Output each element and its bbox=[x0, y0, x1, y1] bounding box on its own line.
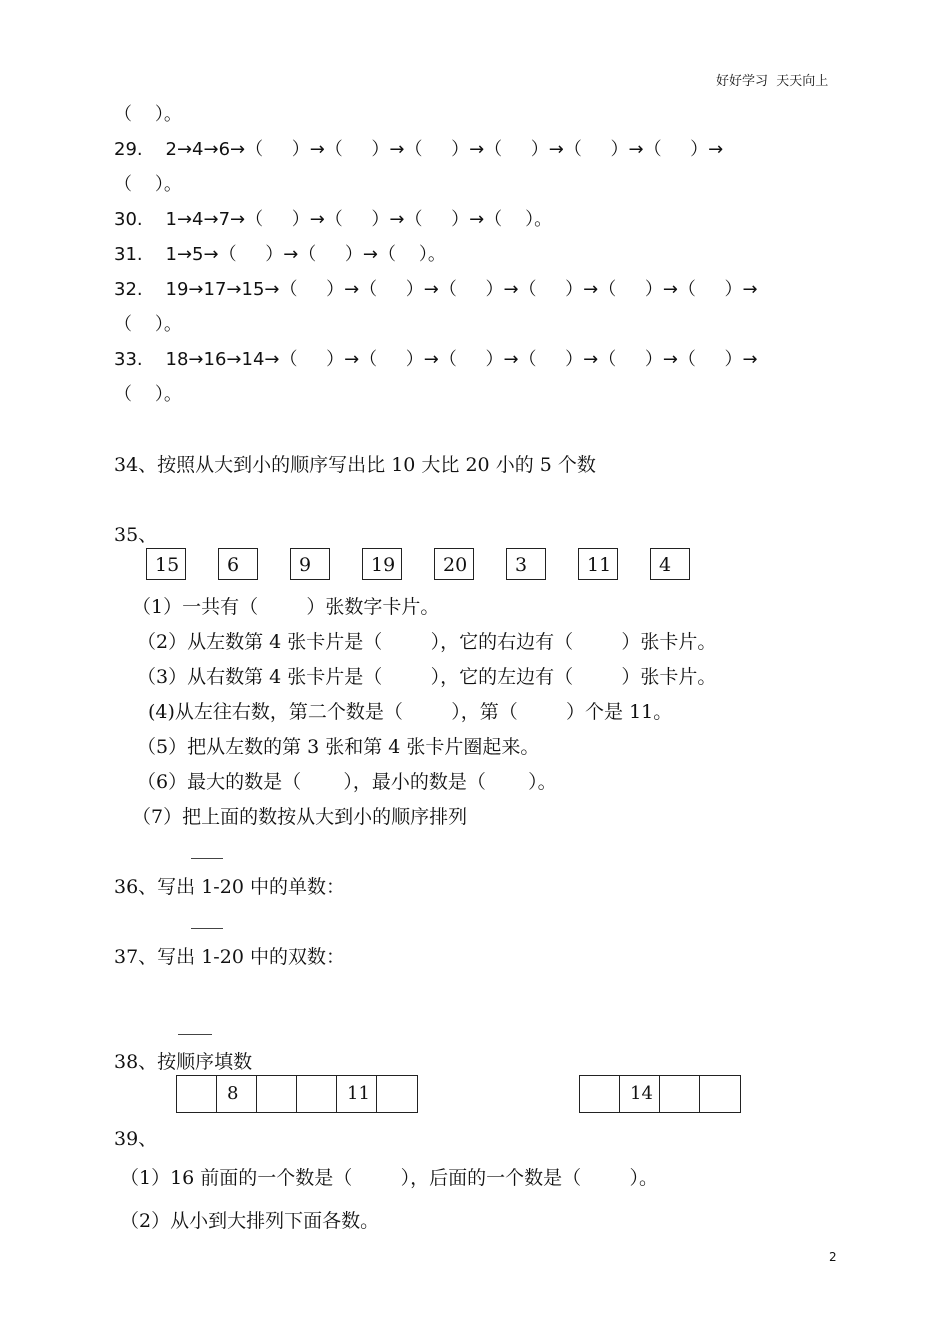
grid-cell[interactable] bbox=[297, 1076, 337, 1112]
question-33-cont: （ ）。 bbox=[114, 384, 182, 405]
question-35-title: 35、 bbox=[114, 524, 158, 546]
answer-line bbox=[178, 1034, 212, 1035]
number-card: 15 bbox=[146, 548, 186, 580]
answer-line bbox=[191, 928, 223, 929]
number-card: 19 bbox=[362, 548, 402, 580]
question-32-cont: （ ）。 bbox=[114, 314, 182, 335]
question-29: 29. 2→4→6→（ ）→（ ）→（ ）→（ ）→（ ）→（ ）→ bbox=[114, 139, 724, 160]
number-card: 4 bbox=[650, 548, 690, 580]
grid-cell: 11 bbox=[337, 1076, 377, 1112]
question-38-title: 38、按顺序填数 bbox=[114, 1051, 253, 1073]
question-34: 34、按照从大到小的顺序写出比 10 大比 20 小的 5 个数 bbox=[114, 454, 596, 476]
number-card: 9 bbox=[290, 548, 330, 580]
grid-cell: 8 bbox=[217, 1076, 257, 1112]
number-card: 3 bbox=[506, 548, 546, 580]
grid-cell[interactable] bbox=[257, 1076, 297, 1112]
grid-cell[interactable] bbox=[377, 1076, 417, 1112]
question-35-item-5: （5）把从左数的第 3 张和第 4 张卡片圈起来。 bbox=[137, 736, 540, 758]
question-31: 31. 1→5→（ ）→（ ）→（ ）。 bbox=[114, 244, 446, 265]
question-35-item-6: （6）最大的数是（ ），最小的数是（ ）。 bbox=[137, 771, 557, 793]
number-card: 11 bbox=[578, 548, 618, 580]
question-39-item-2: （2）从小到大排列下面各数。 bbox=[120, 1210, 380, 1232]
question-29-cont: （ ）。 bbox=[114, 174, 182, 195]
question-35-item-2: （2）从左数第 4 张卡片是（ ），它的右边有（ ）张卡片。 bbox=[137, 631, 717, 653]
header-motto: 好好学习 天天向上 bbox=[716, 74, 829, 89]
question-39-title: 39、 bbox=[114, 1128, 158, 1150]
question-36: 36、写出 1-20 中的单数： bbox=[114, 876, 345, 898]
question-30: 30. 1→4→7→（ ）→（ ）→（ ）→（ ）。 bbox=[114, 209, 553, 230]
grid-cell[interactable] bbox=[660, 1076, 700, 1112]
number-grid-1 bbox=[176, 1075, 418, 1113]
question-35-item-1: （1）一共有（ ）张数字卡片。 bbox=[132, 596, 440, 618]
question-35-item-3: （3）从右数第 4 张卡片是（ ），它的左边有（ ）张卡片。 bbox=[137, 666, 717, 688]
question-32: 32. 19→17→15→（ ）→（ ）→（ ）→（ ）→（ ）→（ ）→ bbox=[114, 279, 758, 300]
question-39-item-1: （1）16 前面的一个数是（ ），后面的一个数是（ ）。 bbox=[120, 1167, 658, 1189]
question-37: 37、写出 1-20 中的双数： bbox=[114, 946, 345, 968]
grid-cell: 14 bbox=[620, 1076, 660, 1112]
grid-cell[interactable] bbox=[700, 1076, 740, 1112]
answer-line bbox=[191, 858, 223, 859]
grid-cell[interactable] bbox=[580, 1076, 620, 1112]
question-33: 33. 18→16→14→（ ）→（ ）→（ ）→（ ）→（ ）→（ ）→ bbox=[114, 349, 758, 370]
grid-cell[interactable] bbox=[177, 1076, 217, 1112]
question-35-item-7: （7）把上面的数按从大到小的顺序排列 bbox=[132, 806, 468, 828]
number-grid-2 bbox=[579, 1075, 741, 1113]
page-number: 2 bbox=[829, 1250, 837, 1264]
question-35-item-4: (4)从左往右数，第二个数是（ ），第（ ）个是 11。 bbox=[148, 701, 673, 723]
seq-line-continued: （ ）。 bbox=[114, 104, 182, 125]
number-card: 6 bbox=[218, 548, 258, 580]
number-card: 20 bbox=[434, 548, 474, 580]
